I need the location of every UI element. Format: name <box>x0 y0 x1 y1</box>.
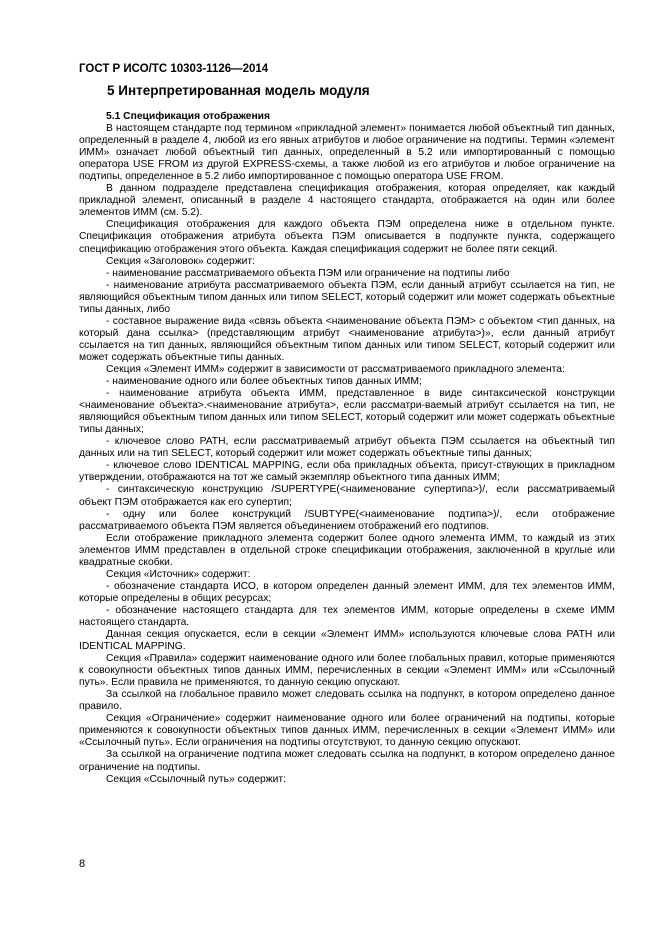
list-item: - обозначение стандарта ИСО, в котором определен данный элемент ИММ, для тех элементов ИММ, которые определены в общих ресурсах; <box>79 580 615 604</box>
list-item: - ключевое слово PATH, если рассматриваемый атрибут объекта ПЭМ ссылается на объектный тип данных или на тип SELECT, который содержит или может содержать объектные типы данных; <box>79 436 615 460</box>
paragraph: Секция «Заголовок» содержит: <box>106 255 255 267</box>
paragraph: Спецификация отображения для каждого объекта ПЭМ определена ниже в отдельном пункте. Спецификация отображения атрибута объекта ПЭМ описывается в подпункте пункта, содержащего спецификацию отображения этого объекта. Каждая спецификация содержит не более пяти секций. <box>79 219 615 255</box>
list-item: - обозначение настоящего стандарта для тех элементов ИММ, которые определены в схеме ИММ настоящего стандарта. <box>79 604 615 628</box>
list-item: - синтаксическую конструкцию /SUPERTYPE(<наименование супертипа>)/, если рассматриваемый объект ПЭМ отображается как его супертип; <box>79 484 615 508</box>
standard-header: ГОСТ Р ИСО/ТС 10303-1126—2014 <box>79 63 269 75</box>
paragraph: За ссылкой на глобальное правило может следовать ссылка на подпункт, в котором определено данное правило. <box>79 689 615 713</box>
list-item: - составное выражение вида «связь объекта <наименование объекта ПЭМ> с объектом <тип данных, на который дана ссылка> (представляющим атрибут <наименование атрибута>)», если данный атрибут ссылается на тип данных, являющийся объектным типом данных или типом SELECT, который содержит или может содержать объектные типы данных. <box>79 315 615 363</box>
paragraph: Секция «Ограничение» содержит наименование одного или более ограничений на подтипы, которые применяются к совокупности объектных типов данных ИММ, перечисленных в секции «Элемент ИММ» или «Ссылочный путь». Если ограничения на подтипы отсутствуют, то данную секцию опускают. <box>79 713 615 749</box>
section-heading: 5 Интерпретированная модель модуля <box>107 83 370 98</box>
page-number: 8 <box>79 858 86 870</box>
paragraph: В настоящем стандарте под термином «прикладной элемент» понимается любой объектный тип данных, определенный в разделе 4, любой из его явных атрибутов и любое ограничение на подтипы. Термин «элемент ИММ» означает любой объектный тип данных, определенный в 5.2 или импортированный с помощью оператора USE FROM из другой EXPRESS-схемы, а также любой из его атрибутов и любое ограничение на подтипы, определенное в 5.2 либо импортированное с помощью оператора USE FROM. <box>79 123 615 183</box>
list-item: - одну или более конструкций /SUBTYPE(<наименование подтипа>)/, если отображение рассматриваемого объекта ПЭМ является объединением отображений его подтипов. <box>79 508 615 532</box>
paragraph: Секция «Правила» содержит наименование одного или более глобальных правил, которые применяются к совокупности объектных типов данных ИММ, перечисленных в секции «Элемент ИММ» или «Ссылочный путь». Если правила не применяются, то данную секцию опускают. <box>79 653 615 689</box>
paragraph: Данная секция опускается, если в секции «Элемент ИММ» используются ключевые слова PATH или IDENTICAL MAPPING. <box>79 629 615 653</box>
list-item: - наименование одного или более объектных типов данных ИММ; <box>106 376 422 388</box>
list-item: - наименование атрибута рассматриваемого объекта ПЭМ, если данный атрибут ссылается на тип, не являющийся объектным типом данных или типом SELECT, который содержит или может содержать объектные типы данных, либо <box>79 279 615 315</box>
list-item: - наименование рассматриваемого объекта ПЭМ или ограничение на подтипы либо <box>106 267 510 279</box>
paragraph: Если отображение прикладного элемента содержит более одного элемента ИММ, то каждый из этих элементов ИММ представлен в отдельной строке спецификации отображения, заключенной в круглые или квадратные скобки. <box>79 532 615 568</box>
list-item: - наименование атрибута объекта ИММ, представленное в виде синтаксической конструкции <наименование объекта>.<наименование атрибута>, если рассматри-ваемый атрибут ссылается на тип, не являющийся объектным типом данных или типом SELECT, который содержит или может содержать объектные типы данных; <box>79 388 615 436</box>
paragraph: Секция «Ссылочный путь» содержит: <box>106 773 286 785</box>
paragraph: Секция «Элемент ИММ» содержит в зависимости от рассматриваемого прикладного элемента: <box>106 363 565 375</box>
paragraph: Секция «Источник» содержит: <box>106 568 251 580</box>
paragraph: За ссылкой на ограничение подтипа может следовать ссылка на подпункт, в котором определено данное ограничение на подтипы. <box>79 749 615 773</box>
paragraph: В данном подразделе представлена спецификация отображения, которая определяет, как каждый прикладной элемент, описанный в разделе 4 настоящего стандарта, отображается на один или более элементов ИММ (см. 5.2). <box>79 183 615 219</box>
body-text <box>79 111 615 786</box>
subsection-heading: 5.1 Спецификация отображения <box>106 111 271 122</box>
list-item: - ключевое слово IDENTICAL MAPPING, если оба прикладных объекта, присут-ствующих в прикладном утверждении, отображаются на тот же самый экземпляр объектного типа данных ИММ; <box>79 460 615 484</box>
